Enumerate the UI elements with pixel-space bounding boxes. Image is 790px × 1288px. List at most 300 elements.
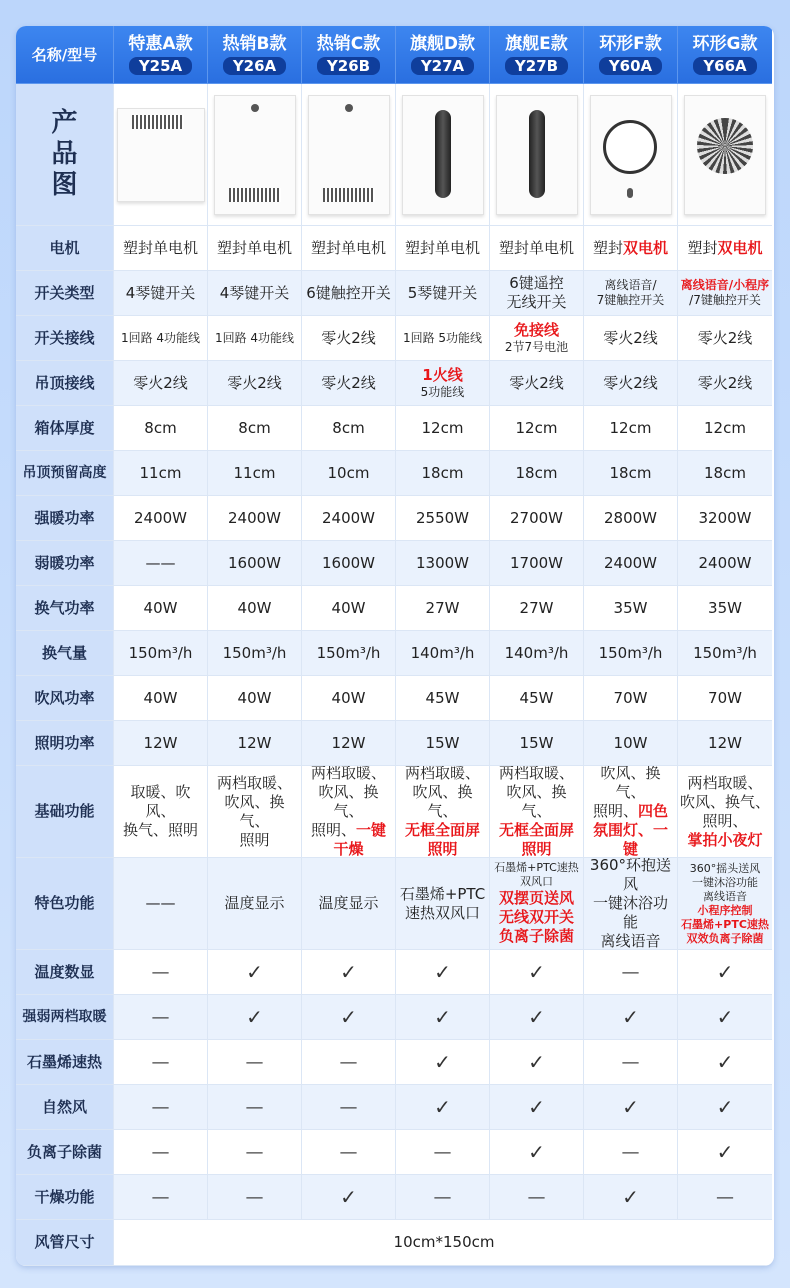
spec-label-cell (16, 995, 114, 1040)
spec-cell-c (302, 1040, 396, 1085)
spec-label: 电机 (49, 238, 80, 257)
spec-cell-d (396, 766, 490, 858)
spec-row (16, 631, 774, 676)
spec-value: 零火2线 (133, 373, 188, 392)
dash-icon: — (716, 1186, 734, 1208)
product-image-b (208, 84, 302, 226)
spec-value: 两档取暖、 (216, 773, 292, 792)
spec-cell-e (490, 316, 584, 361)
check-icon: ✓ (528, 1049, 545, 1074)
dash-icon: — (339, 1141, 358, 1163)
heater-panel-image (684, 95, 766, 215)
spec-value: 两档取暖、 (687, 773, 763, 792)
spec-label-cell (16, 766, 114, 858)
spec-label-cell (16, 676, 114, 721)
spec-cell-c (302, 995, 396, 1040)
spec-cell-a (114, 1085, 208, 1130)
spec-value: 1回路 4功能线 (120, 330, 201, 345)
spec-value: 1回路 4功能线 (214, 330, 295, 345)
spec-cell-d (396, 950, 490, 995)
spec-cell-f (584, 1175, 678, 1220)
check-icon: ✓ (246, 1004, 263, 1029)
spec-value: 40W (331, 688, 366, 707)
header-model-f (584, 26, 678, 84)
spec-cell-b (208, 226, 302, 271)
spec-cell-c (302, 676, 396, 721)
spec-cell-a (114, 858, 208, 950)
spec-cell-f (584, 226, 678, 271)
vent-grill-icon (132, 115, 184, 129)
product-image-row (16, 84, 774, 226)
dash-icon: — (621, 961, 640, 983)
spec-value: 40W (331, 598, 366, 617)
spec-row (16, 496, 774, 541)
product-image-label-cell (16, 84, 114, 226)
highlight-text: 免接线 (513, 321, 559, 339)
spec-cell-g (678, 721, 772, 766)
dash-icon: — (151, 1141, 170, 1163)
spec-value: 360°环抱送风 (589, 858, 672, 893)
spec-cell-f (584, 1085, 678, 1130)
highlight-text: 离线语音/小程序 (680, 278, 770, 292)
spec-label: 基础功能 (34, 802, 95, 820)
spec-cell-b (208, 721, 302, 766)
spec-label-cell (16, 950, 114, 995)
spec-value: 塑封单电机 (404, 238, 480, 257)
spec-label: 石墨烯速热 (26, 1052, 102, 1071)
dash-icon: — (339, 1051, 358, 1073)
spec-cell-e (490, 1040, 584, 1085)
spec-value: 12W (331, 733, 366, 752)
spec-value: /7键触控开关 (689, 293, 761, 307)
spec-value: 两档取暖、 (404, 766, 480, 782)
spec-label: 特色功能 (34, 894, 95, 912)
dash-icon: — (245, 1186, 264, 1208)
spec-cell-c (302, 1130, 396, 1175)
spec-value-line (593, 239, 668, 258)
spec-value: 12cm (421, 418, 464, 437)
spec-value: 40W (237, 598, 272, 617)
spec-value: —— (145, 894, 176, 912)
spec-cell-b (208, 676, 302, 721)
model-code-badge: Y26B (317, 57, 380, 75)
spec-value: 塑封单电机 (498, 238, 574, 257)
check-icon: ✓ (622, 1004, 639, 1029)
fan-grille-icon (697, 118, 753, 174)
spec-value: 离线语音 (703, 889, 747, 903)
spec-label-cell (16, 721, 114, 766)
spec-cell-f (584, 496, 678, 541)
model-code-badge: Y25A (129, 57, 192, 75)
spec-cell-d (396, 451, 490, 496)
spec-value: 零火2线 (227, 373, 282, 392)
check-icon: ✓ (340, 1004, 357, 1029)
spec-cell-f (584, 676, 678, 721)
spec-row (16, 1130, 774, 1175)
dash-icon: — (433, 1186, 452, 1208)
spec-label: 箱体厚度 (34, 418, 95, 437)
spec-cell-c (302, 858, 396, 950)
spec-value: 2400W (133, 508, 187, 527)
check-icon: ✓ (622, 1094, 639, 1119)
header-model-c (302, 26, 396, 84)
heater-panel-image (496, 95, 578, 215)
spec-value: 1700W (509, 553, 563, 572)
heater-panel-image (402, 95, 484, 215)
spec-cell-e (490, 631, 584, 676)
footer-label-cell (16, 1220, 114, 1266)
spec-value: 石墨烯+PTC速热 (494, 861, 579, 874)
product-image-e (490, 84, 584, 226)
spec-cell-e (490, 1085, 584, 1130)
spec-value: 4琴键开关 (125, 283, 196, 302)
model-name: 旗舰D款 (409, 34, 476, 54)
spec-row (16, 361, 774, 406)
spec-cell-f (584, 950, 678, 995)
dash-icon: — (433, 1141, 452, 1163)
highlight-text: 1火线 (422, 366, 463, 384)
model-name: 环形F款 (599, 34, 662, 54)
check-icon: ✓ (528, 1139, 545, 1164)
product-image-label: 产 (51, 108, 78, 138)
spec-value: 1600W (321, 553, 375, 572)
header-label: 名称/型号 (31, 45, 98, 64)
spec-cell-a (114, 1040, 208, 1085)
spec-value: 12W (708, 733, 742, 752)
spec-value: 6键遥控 (509, 274, 564, 292)
spec-row (16, 586, 774, 631)
highlight-text: 双电机 (717, 238, 763, 257)
air-slot-icon (435, 110, 451, 198)
product-image-c (302, 84, 396, 226)
highlight-text: 照明 (427, 840, 458, 858)
spec-cell-d (396, 361, 490, 406)
highlight-text: 干燥 (333, 840, 364, 858)
spec-value: 5功能线 (420, 385, 465, 399)
spec-cell-c (302, 361, 396, 406)
spec-cell-d (396, 271, 490, 316)
vent-grill-icon (229, 188, 281, 202)
spec-value: 零火2线 (603, 373, 658, 392)
spec-cell-f (584, 1130, 678, 1175)
spec-value: 12W (237, 733, 272, 752)
check-icon: ✓ (434, 959, 451, 984)
highlight-text: 石墨烯+PTC速热 (681, 917, 769, 931)
check-icon: ✓ (716, 1049, 734, 1074)
spec-cell-a (114, 1175, 208, 1220)
spec-value: 10cm (327, 463, 370, 482)
spec-cell-g (678, 1130, 772, 1175)
spec-value: 零火2线 (321, 328, 376, 347)
spec-label-cell (16, 586, 114, 631)
header-label-cell (16, 26, 114, 84)
spec-value: 离线语音/ (604, 278, 657, 292)
check-icon: ✓ (528, 959, 545, 984)
spec-label: 吊顶接线 (34, 373, 95, 392)
spec-cell-e (490, 406, 584, 451)
spec-value: 一键沐浴功能 (692, 875, 758, 889)
dash-icon: — (245, 1096, 264, 1118)
spec-cell-d (396, 1085, 490, 1130)
spec-row (16, 1040, 774, 1085)
spec-cell-g (678, 858, 772, 950)
spec-cell-g (678, 271, 772, 316)
spec-row (16, 271, 774, 316)
product-image-g (678, 84, 772, 226)
spec-value: 15W (519, 733, 554, 752)
spec-cell-a (114, 541, 208, 586)
spec-cell-f (584, 766, 678, 858)
spec-label: 换气量 (41, 643, 87, 662)
spec-label-cell (16, 406, 114, 451)
spec-cell-d (396, 406, 490, 451)
dash-icon: — (151, 1051, 170, 1073)
check-icon: ✓ (528, 1094, 545, 1119)
highlight-text: 双摆页送风 (498, 889, 574, 907)
spec-cell-c (302, 406, 396, 451)
spec-cell-d (396, 721, 490, 766)
spec-value-line (311, 821, 386, 840)
dash-icon: — (245, 1141, 264, 1163)
spec-row (16, 995, 774, 1040)
spec-value: 6键触控开关 (306, 283, 391, 302)
spec-cell-d (396, 858, 490, 950)
spec-cell-d (396, 1175, 490, 1220)
model-name: 热销C款 (316, 34, 381, 54)
spec-cell-d (396, 631, 490, 676)
spec-cell-b (208, 316, 302, 361)
spec-value: 140m³/h (410, 643, 475, 662)
highlight-text: 双效负离子除菌 (686, 931, 764, 945)
spec-value: 一键沐浴功能 (592, 894, 668, 931)
air-slot-icon (529, 110, 545, 198)
spec-value: 8cm (144, 418, 177, 437)
spec-label: 强弱两档取暖 (22, 1008, 107, 1025)
product-image-d (396, 84, 490, 226)
spec-label: 吹风功率 (34, 688, 95, 707)
spec-row (16, 451, 774, 496)
check-icon: ✓ (716, 1139, 734, 1164)
spec-value: 2550W (415, 508, 469, 527)
spec-cell-a (114, 1130, 208, 1175)
dash-icon: — (245, 1051, 264, 1073)
spec-cell-e (490, 496, 584, 541)
spec-value: 吹风、换气、 (680, 792, 771, 811)
spec-cell-f (584, 406, 678, 451)
footer-row (16, 1220, 774, 1266)
spec-value: 3200W (698, 508, 752, 527)
heater-panel-image (590, 95, 672, 215)
spec-value: 11cm (139, 463, 182, 482)
spec-cell-c (302, 451, 396, 496)
spec-value: 2节7号电池 (504, 340, 569, 354)
model-name: 环形G款 (692, 34, 758, 54)
spec-value: 温度显示 (318, 894, 379, 912)
spec-value: 18cm (421, 463, 464, 482)
spec-cell-b (208, 995, 302, 1040)
spec-value: 15W (425, 733, 460, 752)
spec-cell-g (678, 766, 772, 858)
check-icon: ✓ (528, 1004, 545, 1029)
spec-cell-a (114, 271, 208, 316)
spec-row (16, 1085, 774, 1130)
spec-label-cell (16, 858, 114, 950)
spec-cell-a (114, 721, 208, 766)
spec-value: 2700W (509, 508, 563, 527)
spec-cell-e (490, 586, 584, 631)
spec-value: 140m³/h (504, 643, 569, 662)
spec-label: 开关类型 (34, 283, 95, 302)
header-row (16, 26, 774, 84)
check-icon: ✓ (434, 1094, 451, 1119)
spec-cell-a (114, 406, 208, 451)
indicator-icon (251, 104, 259, 112)
spec-label: 干燥功能 (34, 1187, 95, 1206)
dash-icon: — (151, 961, 170, 983)
heater-panel-image (117, 108, 205, 202)
spec-cell-a (114, 950, 208, 995)
spec-value: 11cm (233, 463, 276, 482)
spec-value: 塑封单电机 (216, 238, 292, 257)
spec-label-cell (16, 1085, 114, 1130)
spec-value: 10W (613, 733, 648, 752)
spec-value: 360°摇头送风 (689, 861, 761, 875)
dash-icon: — (621, 1141, 640, 1163)
spec-cell-d (396, 1040, 490, 1085)
product-image-f (584, 84, 678, 226)
spec-label-cell (16, 316, 114, 361)
highlight-text: 负离子除菌 (498, 927, 574, 945)
spec-cell-g (678, 676, 772, 721)
spec-value: 零火2线 (603, 328, 658, 347)
spec-cell-f (584, 586, 678, 631)
check-icon: ✓ (434, 1004, 451, 1029)
spec-value: 12cm (515, 418, 558, 437)
spec-cell-b (208, 1130, 302, 1175)
highlight-text: 无框全面屏 (498, 821, 574, 839)
spec-cell-d (396, 995, 490, 1040)
spec-label-cell (16, 1040, 114, 1085)
product-image-a (114, 84, 208, 226)
spec-cell-a (114, 496, 208, 541)
spec-cell-d (396, 586, 490, 631)
spec-cell-a (114, 316, 208, 361)
spec-cell-b (208, 631, 302, 676)
ring-light-icon (603, 120, 657, 174)
dash-icon: — (151, 1006, 170, 1028)
spec-cell-c (302, 271, 396, 316)
spec-cell-c (302, 1085, 396, 1130)
spec-value-line (687, 239, 762, 258)
spec-value: 5琴键开关 (407, 283, 478, 302)
spec-label: 吊顶预留高度 (22, 464, 107, 481)
model-code-badge: Y27B (505, 57, 568, 75)
spec-value: 12cm (704, 418, 746, 437)
footer-value-cell (114, 1220, 774, 1266)
spec-value: 35W (613, 598, 648, 617)
indicator-icon (345, 104, 353, 112)
spec-value: 2800W (603, 508, 657, 527)
spec-cell-e (490, 541, 584, 586)
spec-value: 40W (143, 688, 178, 707)
highlight-text: 四色 (638, 802, 669, 820)
spec-cell-e (490, 858, 584, 950)
duct-size-label: 风管尺寸 (34, 1233, 95, 1251)
spec-label: 强暖功率 (34, 508, 95, 527)
spec-cell-f (584, 316, 678, 361)
spec-row (16, 858, 774, 950)
spec-row (16, 406, 774, 451)
spec-label-cell (16, 451, 114, 496)
check-icon: ✓ (716, 1004, 734, 1029)
spec-value: 零火2线 (321, 373, 376, 392)
product-image-label: 品 (51, 139, 78, 169)
spec-value: 18cm (609, 463, 652, 482)
spec-value: 双风口 (520, 875, 553, 888)
header-model-d (396, 26, 490, 84)
spec-cell-b (208, 541, 302, 586)
spec-value: 离线语音 (600, 932, 661, 950)
spec-cell-c (302, 766, 396, 858)
duct-size-value: 10cm*150cm (393, 1233, 495, 1251)
check-icon: ✓ (340, 959, 357, 984)
spec-cell-e (490, 271, 584, 316)
spec-value: 40W (143, 598, 178, 617)
spec-cell-e (490, 766, 584, 858)
spec-value: 照明、 (702, 811, 748, 830)
spec-cell-e (490, 995, 584, 1040)
spec-label-cell (16, 1130, 114, 1175)
highlight-text: 无线双开关 (498, 908, 574, 926)
spec-value: 零火2线 (697, 373, 753, 392)
spec-value: —— (145, 553, 176, 572)
header-model-b (208, 26, 302, 84)
spec-cell-d (396, 316, 490, 361)
spec-cell-g (678, 406, 772, 451)
spec-cell-f (584, 271, 678, 316)
spec-value: 150m³/h (598, 643, 663, 662)
spec-cell-b (208, 406, 302, 451)
spec-value: 吹风、换气、 (412, 783, 473, 820)
dash-icon: — (151, 1096, 170, 1118)
spec-label: 弱暖功率 (34, 553, 95, 572)
spec-cell-g (678, 541, 772, 586)
spec-cell-c (302, 226, 396, 271)
spec-cell-a (114, 766, 208, 858)
spec-cell-a (114, 451, 208, 496)
spec-row (16, 1175, 774, 1220)
spec-label-cell (16, 631, 114, 676)
spec-cell-f (584, 541, 678, 586)
model-code-badge: Y26A (223, 57, 286, 75)
spec-cell-b (208, 950, 302, 995)
spec-label-cell (16, 541, 114, 586)
spec-row (16, 721, 774, 766)
spec-cell-g (678, 451, 772, 496)
highlight-text: 氛围灯、一键 (592, 821, 668, 858)
spec-value: 塑封单电机 (310, 238, 386, 257)
model-name: 旗舰E款 (505, 34, 568, 54)
spec-label-cell (16, 1175, 114, 1220)
spec-cell-b (208, 1175, 302, 1220)
spec-cell-c (302, 1175, 396, 1220)
spec-value: 2400W (227, 508, 281, 527)
spec-cell-d (396, 676, 490, 721)
dash-icon: — (339, 1096, 358, 1118)
spec-value: 2400W (603, 553, 657, 572)
spec-value: 两档取暖、 (498, 766, 574, 782)
spec-cell-b (208, 1085, 302, 1130)
